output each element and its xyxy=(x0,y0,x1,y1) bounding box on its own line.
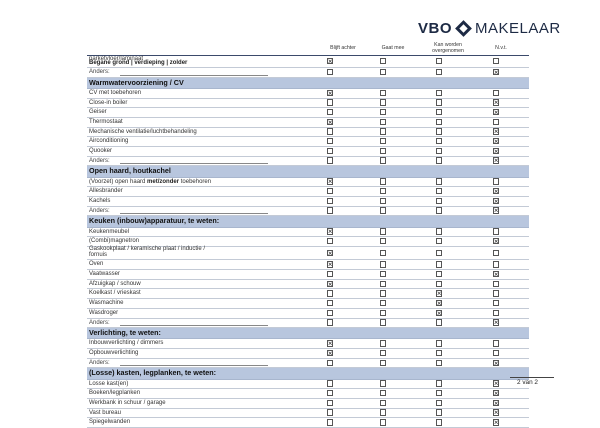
table-row xyxy=(87,399,529,409)
check-mark-icon xyxy=(437,291,441,295)
checkbox-overgenomen[interactable] xyxy=(436,228,442,234)
row-label: Spiegelwanden xyxy=(89,419,131,426)
logo-mark-icon xyxy=(455,20,472,37)
check-mark-icon xyxy=(494,149,498,153)
checkbox-overgenomen[interactable] xyxy=(436,290,442,296)
row-label: (Voorzet) open haard met/zonder toebehoren xyxy=(89,178,212,185)
checkbox-gaat-mee[interactable] xyxy=(380,409,386,415)
checkbox-blijft-achter[interactable] xyxy=(327,207,333,213)
section-header xyxy=(87,368,529,379)
check-mark-icon xyxy=(494,139,498,143)
checkbox-overgenomen[interactable] xyxy=(436,400,442,406)
row-label: Airconditioning xyxy=(89,138,129,145)
checkbox-blijft-achter[interactable] xyxy=(327,69,333,75)
table-row xyxy=(87,418,529,428)
checkbox-overgenomen[interactable] xyxy=(436,238,442,244)
check-mark-icon xyxy=(494,100,498,104)
check-mark-icon xyxy=(494,239,498,243)
other-input-line[interactable] xyxy=(120,325,268,326)
row-label: Werkbank in schuur / garage xyxy=(89,400,166,406)
checkbox-nvt[interactable] xyxy=(493,409,499,415)
check-mark-icon xyxy=(494,361,498,365)
checkbox-blijft-achter[interactable] xyxy=(327,148,333,154)
checkbox-nvt[interactable] xyxy=(493,58,499,64)
check-mark-icon xyxy=(494,158,498,162)
checkbox-nvt[interactable] xyxy=(493,360,499,366)
checkbox-gaat-mee[interactable] xyxy=(380,290,386,296)
other-input-line[interactable] xyxy=(120,75,268,76)
checkbox-gaat-mee[interactable] xyxy=(380,109,386,115)
checkbox-nvt[interactable] xyxy=(493,261,499,267)
checkbox-overgenomen[interactable] xyxy=(436,419,442,425)
checkbox-overgenomen[interactable] xyxy=(436,109,442,115)
other-row xyxy=(87,68,529,78)
checkbox-nvt[interactable] xyxy=(493,319,499,325)
checkbox-blijft-achter[interactable] xyxy=(327,128,333,134)
other-row xyxy=(87,157,529,167)
check-mark-icon xyxy=(328,120,332,124)
table-row xyxy=(87,89,529,99)
check-mark-icon xyxy=(494,199,498,203)
checkbox-nvt[interactable] xyxy=(493,380,499,386)
column-header: Gaat mee xyxy=(381,45,405,51)
checkbox-nvt[interactable] xyxy=(493,188,499,194)
table-row xyxy=(87,380,529,390)
checkbox-gaat-mee[interactable] xyxy=(380,380,386,386)
row-label: Kachels xyxy=(89,197,111,204)
row-label: Anders: xyxy=(89,319,110,326)
checkbox-nvt[interactable] xyxy=(493,250,499,256)
inventory-table xyxy=(87,43,529,428)
checkbox-gaat-mee[interactable] xyxy=(380,350,386,356)
table-row xyxy=(87,389,529,399)
checkbox-blijft-achter[interactable] xyxy=(327,138,333,144)
row-label: Anders: xyxy=(89,207,110,214)
checkbox-gaat-mee[interactable] xyxy=(380,90,386,96)
checkbox-blijft-achter[interactable] xyxy=(327,281,333,287)
checkbox-gaat-mee[interactable] xyxy=(380,69,386,75)
table-body xyxy=(87,56,529,428)
checkbox-overgenomen[interactable] xyxy=(436,58,442,64)
checkbox-overgenomen[interactable] xyxy=(436,148,442,154)
table-row xyxy=(87,108,529,118)
checkbox-nvt[interactable] xyxy=(493,119,499,125)
checkbox-overgenomen[interactable] xyxy=(436,390,442,396)
section-header xyxy=(87,328,529,339)
check-mark-icon xyxy=(328,262,332,266)
brand-left: VBO xyxy=(418,19,453,37)
checkbox-gaat-mee[interactable] xyxy=(380,419,386,425)
column-header: N.v.t. xyxy=(495,45,507,51)
checkbox-blijft-achter[interactable] xyxy=(327,290,333,296)
check-mark-icon xyxy=(494,70,498,74)
other-row xyxy=(87,207,529,217)
checkbox-blijft-achter[interactable] xyxy=(327,300,333,306)
check-mark-icon xyxy=(494,189,498,193)
row-label: Inbouwverlichting / dimmers xyxy=(89,340,164,347)
table-row xyxy=(87,187,529,197)
checkbox-blijft-achter[interactable] xyxy=(327,58,333,64)
check-mark-icon xyxy=(494,208,498,212)
checkbox-nvt[interactable] xyxy=(493,138,499,144)
table-row xyxy=(87,339,529,349)
checkbox-overgenomen[interactable] xyxy=(436,198,442,204)
checkbox-overgenomen[interactable] xyxy=(436,360,442,366)
checkbox-gaat-mee[interactable] xyxy=(380,178,386,184)
checkbox-nvt[interactable] xyxy=(493,90,499,96)
check-mark-icon xyxy=(328,59,332,63)
checkbox-gaat-mee[interactable] xyxy=(380,119,386,125)
table-row xyxy=(87,137,529,147)
checkbox-gaat-mee[interactable] xyxy=(380,400,386,406)
checkbox-blijft-achter[interactable] xyxy=(327,228,333,234)
checkbox-blijft-achter[interactable] xyxy=(327,250,333,256)
check-mark-icon xyxy=(328,251,332,255)
checkbox-gaat-mee[interactable] xyxy=(380,188,386,194)
table-row xyxy=(87,270,529,280)
row-label: Anders: xyxy=(89,157,110,164)
checkbox-nvt[interactable] xyxy=(493,400,499,406)
row-label: Close-in boiler xyxy=(89,99,128,106)
row-label: Thermostaat xyxy=(89,118,123,125)
checkbox-blijft-achter[interactable] xyxy=(327,380,333,386)
checkbox-nvt[interactable] xyxy=(493,178,499,184)
section-title: Verlichting, te weten: xyxy=(89,328,161,338)
checkbox-gaat-mee[interactable] xyxy=(380,310,386,316)
row-label: Vast bureau xyxy=(89,409,121,416)
checkbox-blijft-achter[interactable] xyxy=(327,119,333,125)
check-mark-icon xyxy=(494,391,498,395)
table-row xyxy=(87,280,529,290)
checkbox-nvt[interactable] xyxy=(493,419,499,425)
check-mark-icon xyxy=(328,229,332,233)
checkbox-gaat-mee[interactable] xyxy=(380,58,386,64)
table-row xyxy=(87,99,529,109)
check-mark-icon xyxy=(328,282,332,286)
checkbox-overgenomen[interactable] xyxy=(436,409,442,415)
table-row xyxy=(87,309,529,319)
checkbox-gaat-mee[interactable] xyxy=(380,300,386,306)
checkbox-gaat-mee[interactable] xyxy=(380,148,386,154)
checkbox-nvt[interactable] xyxy=(493,310,499,316)
check-mark-icon xyxy=(494,420,498,424)
checkbox-blijft-achter[interactable] xyxy=(327,400,333,406)
row-label: Anders: xyxy=(89,359,110,366)
section-header xyxy=(87,216,529,227)
checkbox-gaat-mee[interactable] xyxy=(380,261,386,267)
checkbox-gaat-mee[interactable] xyxy=(380,271,386,277)
table-row xyxy=(87,128,529,138)
table-row xyxy=(87,56,529,68)
checkbox-blijft-achter[interactable] xyxy=(327,90,333,96)
row-label: (Combi)magnetron xyxy=(89,238,140,245)
checkbox-overgenomen[interactable] xyxy=(436,188,442,194)
checkbox-blijft-achter[interactable] xyxy=(327,340,333,346)
checkbox-overgenomen[interactable] xyxy=(436,310,442,316)
checkbox-blijft-achter[interactable] xyxy=(327,319,333,325)
checkbox-nvt[interactable] xyxy=(493,109,499,115)
checkbox-overgenomen[interactable] xyxy=(436,250,442,256)
check-mark-icon xyxy=(328,341,332,345)
table-row xyxy=(87,349,529,359)
check-mark-icon xyxy=(494,129,498,133)
checkbox-nvt[interactable] xyxy=(493,207,499,213)
row-label: Quooker xyxy=(89,148,113,154)
checkbox-overgenomen[interactable] xyxy=(436,261,442,267)
check-mark-icon xyxy=(328,91,332,95)
row-label: Afzuigkap / schouw xyxy=(89,280,141,287)
checkbox-nvt[interactable] xyxy=(493,198,499,204)
checkbox-gaat-mee[interactable] xyxy=(380,238,386,244)
checkbox-gaat-mee[interactable] xyxy=(380,228,386,234)
checkbox-blijft-achter[interactable] xyxy=(327,157,333,163)
checkbox-gaat-mee[interactable] xyxy=(380,250,386,256)
check-mark-icon xyxy=(494,320,498,324)
checkbox-gaat-mee[interactable] xyxy=(380,319,386,325)
checkbox-nvt[interactable] xyxy=(493,281,499,287)
brand-logo xyxy=(418,17,561,39)
row-label: Geiser xyxy=(89,109,107,116)
table-row xyxy=(87,178,529,188)
checkbox-gaat-mee[interactable] xyxy=(380,207,386,213)
section-title: Keuken (inbouw)apparatuur, te weten: xyxy=(89,216,220,226)
check-mark-icon xyxy=(328,179,332,183)
page-number: 2 van 2 xyxy=(517,379,538,386)
check-mark-icon xyxy=(437,311,441,315)
checkbox-gaat-mee[interactable] xyxy=(380,157,386,163)
column-header: Kan worden overgenomen xyxy=(432,42,464,54)
row-label: Anders: xyxy=(89,69,110,75)
checkbox-gaat-mee[interactable] xyxy=(380,138,386,144)
checkbox-blijft-achter[interactable] xyxy=(327,310,333,316)
table-row xyxy=(87,260,529,270)
check-mark-icon xyxy=(494,272,498,276)
table-row xyxy=(87,289,529,299)
checkbox-blijft-achter[interactable] xyxy=(327,360,333,366)
section-title: Warmwatervoorziening / CV xyxy=(89,77,184,87)
section-header xyxy=(87,166,529,177)
checkbox-overgenomen[interactable] xyxy=(436,138,442,144)
checkbox-nvt[interactable] xyxy=(493,290,499,296)
checkbox-nvt[interactable] xyxy=(493,350,499,356)
table-row xyxy=(87,247,529,261)
row-label: Oven xyxy=(89,261,104,268)
checkbox-nvt[interactable] xyxy=(493,99,499,105)
checkbox-overgenomen[interactable] xyxy=(436,90,442,96)
row-label: Opbouwverlichting xyxy=(89,350,139,357)
check-mark-icon xyxy=(494,110,498,114)
checkbox-blijft-achter[interactable] xyxy=(327,238,333,244)
other-row xyxy=(87,319,529,329)
check-mark-icon xyxy=(494,381,498,385)
section-title: Open haard, houtkachel xyxy=(89,166,171,176)
table-row xyxy=(87,299,529,309)
row-label: Koelkast / vrieskast xyxy=(89,290,141,297)
other-input-line[interactable] xyxy=(120,365,268,366)
table-header xyxy=(87,43,529,56)
checkbox-nvt[interactable] xyxy=(493,157,499,163)
checkbox-gaat-mee[interactable] xyxy=(380,99,386,105)
checkbox-nvt[interactable] xyxy=(493,271,499,277)
page-number-rule xyxy=(510,377,554,378)
checkbox-blijft-achter[interactable] xyxy=(327,419,333,425)
check-mark-icon xyxy=(494,401,498,405)
checkbox-gaat-mee[interactable] xyxy=(380,128,386,134)
checkbox-overgenomen[interactable] xyxy=(436,128,442,134)
row-label: Wasdroger xyxy=(89,309,119,316)
checkbox-blijft-achter[interactable] xyxy=(327,261,333,267)
row-label: Allesbrander xyxy=(89,188,123,195)
checkbox-nvt[interactable] xyxy=(493,69,499,75)
checkbox-overgenomen[interactable] xyxy=(436,178,442,184)
checkbox-overgenomen[interactable] xyxy=(436,319,442,325)
checkbox-overgenomen[interactable] xyxy=(436,350,442,356)
checkbox-overgenomen[interactable] xyxy=(436,119,442,125)
table-row xyxy=(87,409,529,419)
table-row xyxy=(87,147,529,157)
checkbox-nvt[interactable] xyxy=(493,300,499,306)
check-mark-icon xyxy=(328,351,332,355)
check-mark-icon xyxy=(437,301,441,305)
row-label: Losse kast(en) xyxy=(89,380,129,387)
row-label: Vaatwasser xyxy=(89,271,120,278)
check-mark-icon xyxy=(494,410,498,414)
other-input-line[interactable] xyxy=(120,163,268,164)
row-label: Mechanische ventilatie/luchtbehandeling xyxy=(89,128,197,135)
other-row xyxy=(87,359,529,369)
checkbox-gaat-mee[interactable] xyxy=(380,281,386,287)
brand-right: MAKELAAR xyxy=(475,19,561,37)
checkbox-nvt[interactable] xyxy=(493,238,499,244)
checkbox-gaat-mee[interactable] xyxy=(380,340,386,346)
checkbox-overgenomen[interactable] xyxy=(436,340,442,346)
checkbox-blijft-achter[interactable] xyxy=(327,188,333,194)
checkbox-blijft-achter[interactable] xyxy=(327,109,333,115)
checkbox-blijft-achter[interactable] xyxy=(327,390,333,396)
column-header: Blijft achter xyxy=(330,45,356,51)
checkbox-overgenomen[interactable] xyxy=(436,380,442,386)
checkbox-overgenomen[interactable] xyxy=(436,281,442,287)
checkbox-gaat-mee[interactable] xyxy=(380,198,386,204)
checkbox-blijft-achter[interactable] xyxy=(327,409,333,415)
row-label: Gaskookplaat / keramische plaat / inductie / fornuis xyxy=(89,246,206,259)
checkbox-nvt[interactable] xyxy=(493,390,499,396)
row-label: Keukenmeubel xyxy=(89,228,130,235)
checkbox-nvt[interactable] xyxy=(493,340,499,346)
checkbox-overgenomen[interactable] xyxy=(436,271,442,277)
checkbox-overgenomen[interactable] xyxy=(436,300,442,306)
checkbox-nvt[interactable] xyxy=(493,228,499,234)
checkbox-overgenomen[interactable] xyxy=(436,207,442,213)
row-label: CV met toebehoren xyxy=(89,89,142,96)
checkbox-gaat-mee[interactable] xyxy=(380,390,386,396)
checkbox-blijft-achter[interactable] xyxy=(327,178,333,184)
table-row xyxy=(87,228,529,238)
row-label: Wasmachine xyxy=(89,300,124,307)
table-row xyxy=(87,118,529,128)
checkbox-blijft-achter[interactable] xyxy=(327,350,333,356)
checkbox-blijft-achter[interactable] xyxy=(327,271,333,277)
section-header xyxy=(87,78,529,89)
checkbox-blijft-achter[interactable] xyxy=(327,99,333,105)
checkbox-nvt[interactable] xyxy=(493,148,499,154)
row-label: Boeken/legplanken xyxy=(89,390,141,397)
row-label: parketvloer/laminaat Begane grond | verdieping | zolder xyxy=(89,55,188,67)
checkbox-overgenomen[interactable] xyxy=(436,69,442,75)
table-row xyxy=(87,197,529,207)
checkbox-overgenomen[interactable] xyxy=(436,157,442,163)
checkbox-overgenomen[interactable] xyxy=(436,99,442,105)
checkbox-nvt[interactable] xyxy=(493,128,499,134)
checkbox-gaat-mee[interactable] xyxy=(380,360,386,366)
checkbox-blijft-achter[interactable] xyxy=(327,198,333,204)
other-input-line[interactable] xyxy=(120,213,268,214)
section-title: (Losse) kasten, legplanken, te weten: xyxy=(89,368,217,378)
